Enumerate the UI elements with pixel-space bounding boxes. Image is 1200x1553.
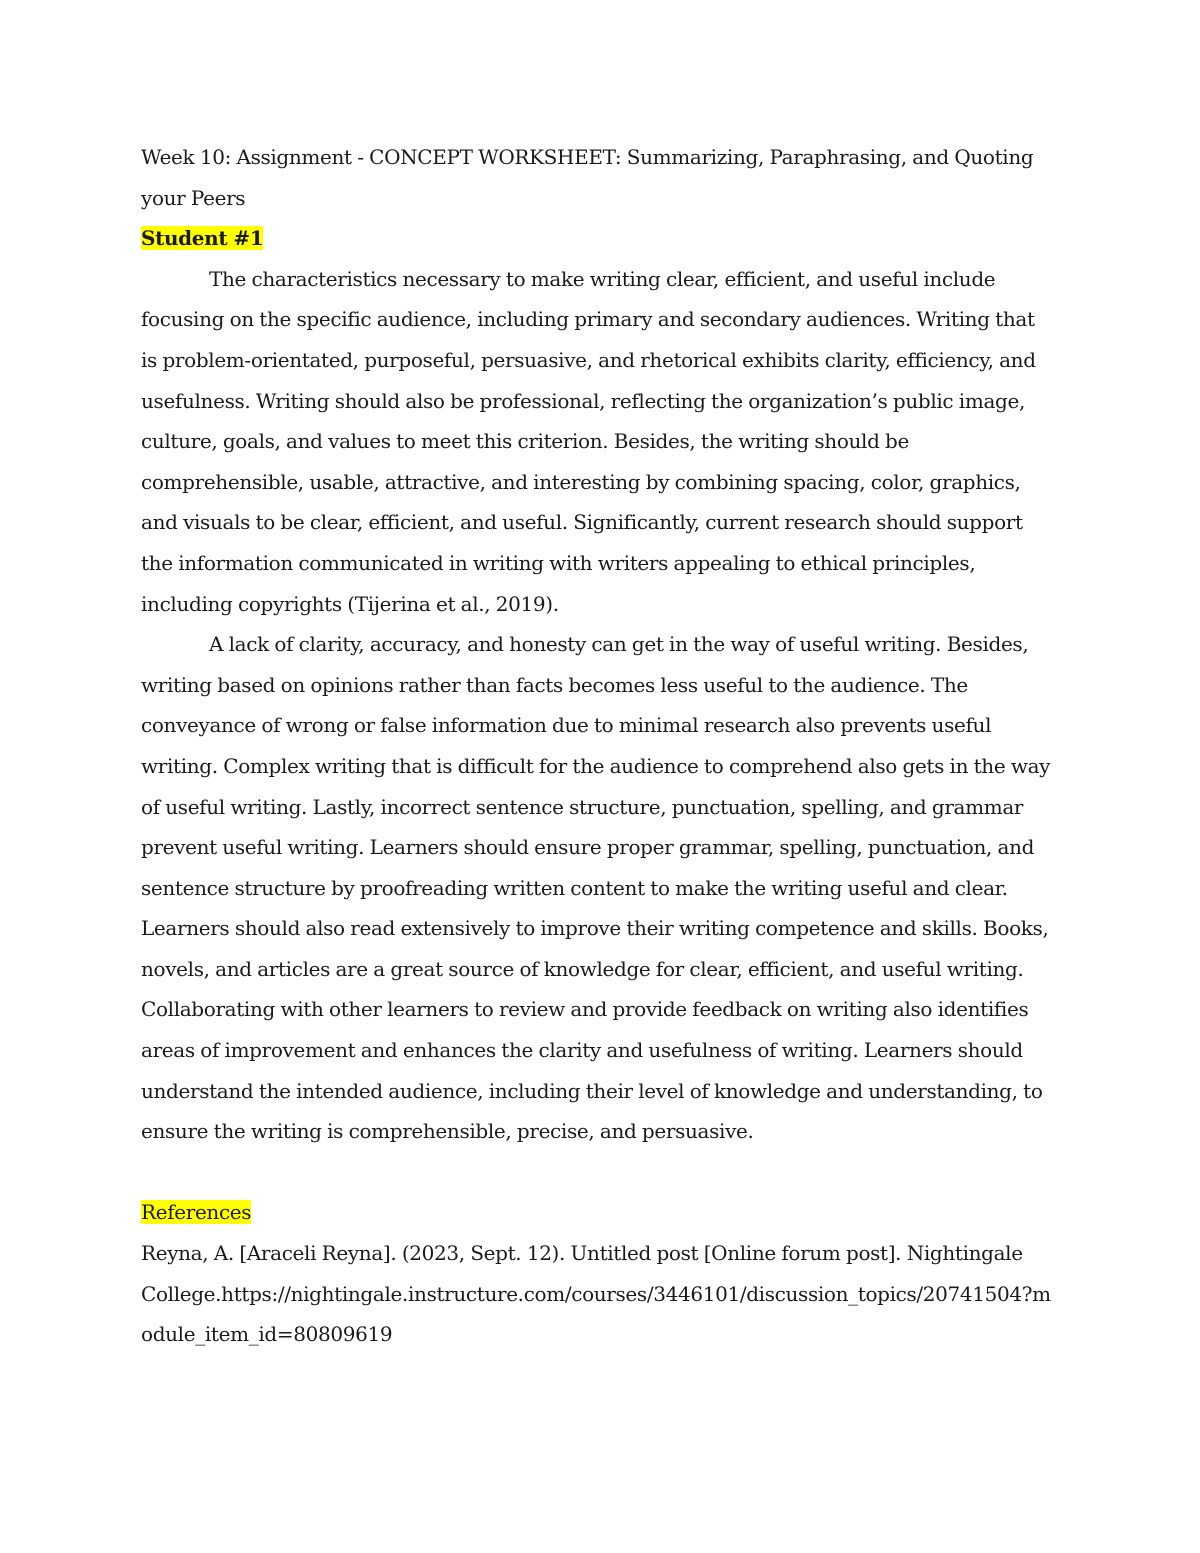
reference-entry xyxy=(141,1233,1056,1355)
reference-text: Reyna, A. [Araceli Reyna]. (2023, Sept. 12). Untitled post [Online forum post]. Nightingale College. xyxy=(141,1241,1023,1306)
references-heading xyxy=(141,1192,1056,1233)
document-title: Week 10: Assignment - CONCEPT WORKSHEET: Summarizing, Paraphrasing, and Quoting your Peers xyxy=(141,145,1034,210)
body-paragraph-1: The characteristics necessary to make writing clear, efficient, and useful include focusing on the specific audience, including primary and secondary audiences. Writing that is problem-orientated, purposeful, persuasive, and rhetorical exhibits clarity, efficiency, and usefulness. Writing should also be professional, reflecting the organization’s public image, culture, goals, and values to meet this criterion. Besides, the writing should be comprehensible, usable, attractive, and interesting by combining spacing, color, graphics, and visuals to be clear, efficient, and useful. Significantly, current research should support the information communicated in writing with writers appealing to ethical principles, including copyrights (Tijerina et al., 2019). xyxy=(141,266,1036,616)
reference-url[interactable]: https://nightingale.instructure.com/courses/3446101/discussion_topics/20741504?module_item_id=80809619 xyxy=(141,1281,1051,1347)
document-page xyxy=(141,137,1056,1355)
references-heading-label: References xyxy=(141,1200,252,1225)
student-heading xyxy=(141,218,1056,259)
body-paragraph-2: A lack of clarity, accuracy, and honesty can get in the way of useful writing. Besides, writing based on opinions rather than facts becomes less useful to the audience. The conveyance of wrong or false information due to minimal research also prevents useful writing. Complex writing that is difficult for the audience to comprehend also gets in the way of useful writing. Lastly, incorrect sentence structure, punctuation, spelling, and grammar prevent useful writing. Learners should ensure proper grammar, spelling, punctuation, and sentence structure by proofreading written content to make the writing useful and clear. Learners should also read extensively to improve their writing competence and skills. Books, novels, and articles are a great source of knowledge for clear, efficient, and useful writing. Collaborating with other learners to review and provide feedback on writing also identifies areas of improvement and enhances the clarity and usefulness of writing. Learners should understand the intended audience, including their level of knowledge and understanding, to ensure the writing is comprehensible, precise, and persuasive. xyxy=(141,632,1051,1144)
student-heading-label: Student #1 xyxy=(141,226,264,251)
blank-line xyxy=(141,1152,1056,1193)
